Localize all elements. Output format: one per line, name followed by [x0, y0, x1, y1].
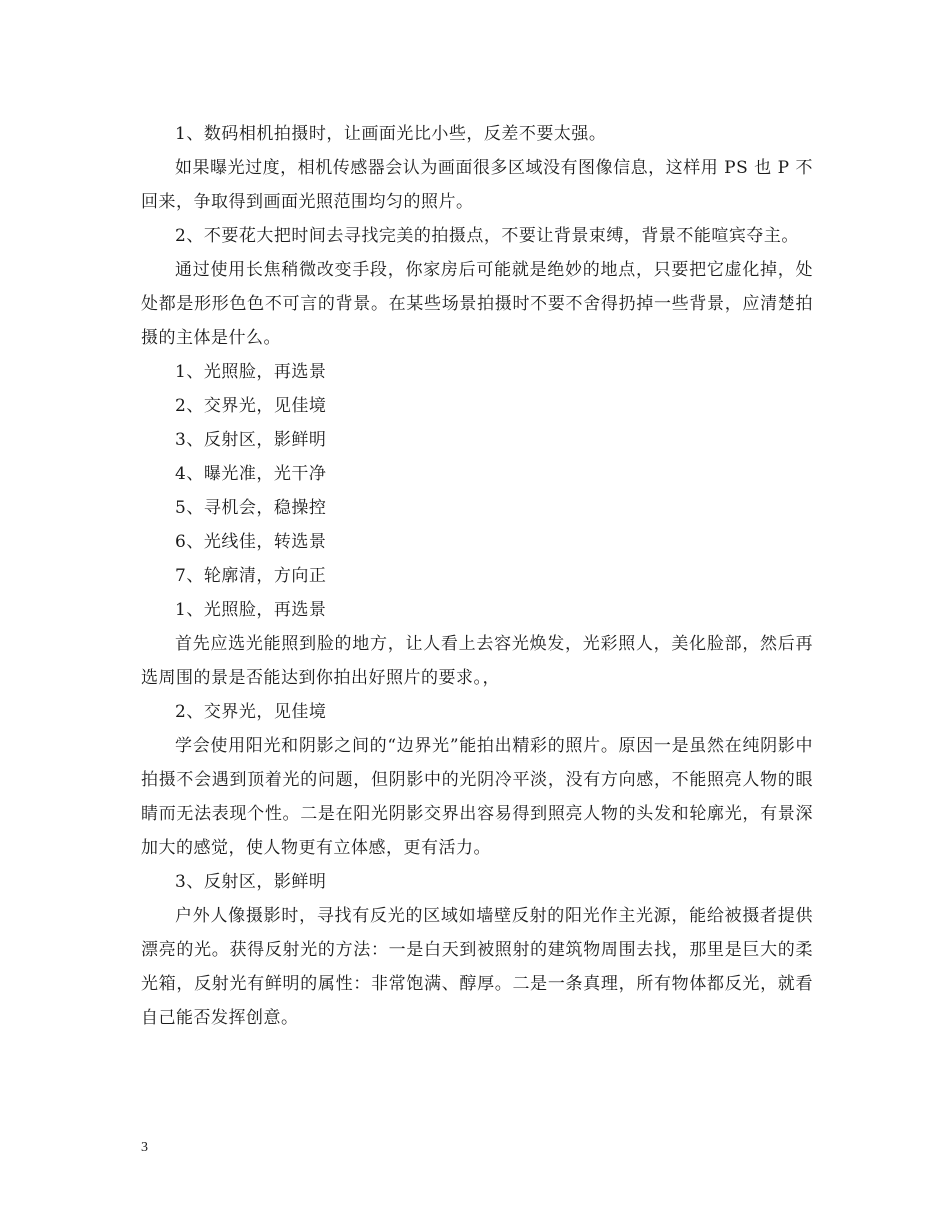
paragraph: 1、数码相机拍摄时，让画面光比小些，反差不要太强。 [175, 124, 607, 144]
list-item: 2、交界光，见佳境 [175, 396, 327, 416]
paragraph: 如果曝光过度，相机传感器会认为画面很多区域没有图像信息，这样用 PS 也 P 不回来，争取得到画面光照范围均匀的照片。 [141, 158, 813, 212]
page-number: 3 [141, 1140, 148, 1155]
paragraph: 首先应选光能照到脸的地方，让人看上去容光焕发，光彩照人，美化脸部，然后再选周围的景是否能达到你拍出好照片的要求。， [141, 634, 813, 688]
list-item: 1、光照脸，再选景 [175, 362, 327, 382]
list-item: 7、轮廓清，方向正 [175, 566, 327, 586]
paragraph: 通过使用长焦稍微改变手段，你家房后可能就是绝妙的地点，只要把它虚化掉，处处都是形形色色不可言的背景。在某些场景拍摄时不要不舍得扔掉一些背景，应清楚拍摄的主体是什么。 [141, 260, 813, 348]
section-heading: 2、交界光，见佳境 [175, 702, 327, 722]
body-text [141, 117, 813, 1035]
paragraph: 学会使用阳光和阴影之间的“边界光”能拍出精彩的照片。原因一是虽然在纯阴影中拍摄不会遇到顶着光的问题，但阴影中的光阴冷平淡，没有方向感，不能照亮人物的眼睛而无法表现个性。二是在阳光阴影交界出容易得到照亮人物的头发和轮廓光，有景深加大的感觉，使人物更有立体感，更有活力。 [141, 736, 813, 858]
section-heading: 1、光照脸，再选景 [175, 600, 327, 620]
section-heading: 3、反射区，影鲜明 [175, 872, 327, 892]
list-item: 4、曝光准，光干净 [175, 464, 327, 484]
list-item: 3、反射区，影鲜明 [175, 430, 327, 450]
list-item: 6、光线佳，转选景 [175, 532, 327, 552]
paragraph: 2、不要花大把时间去寻找完美的拍摄点，不要让背景束缚，背景不能喧宾夺主。 [175, 226, 799, 246]
paragraph: 户外人像摄影时，寻找有反光的区域如墙壁反射的阳光作主光源，能给被摄者提供漂亮的光。获得反射光的方法：一是白天到被照射的建筑物周围去找，那里是巨大的柔光箱，反射光有鲜明的属性：非常饱满、醇厚。二是一条真理，所有物体都反光，就看自己能否发挥创意。 [141, 906, 813, 1028]
list-item: 5、寻机会，稳操控 [175, 498, 327, 518]
